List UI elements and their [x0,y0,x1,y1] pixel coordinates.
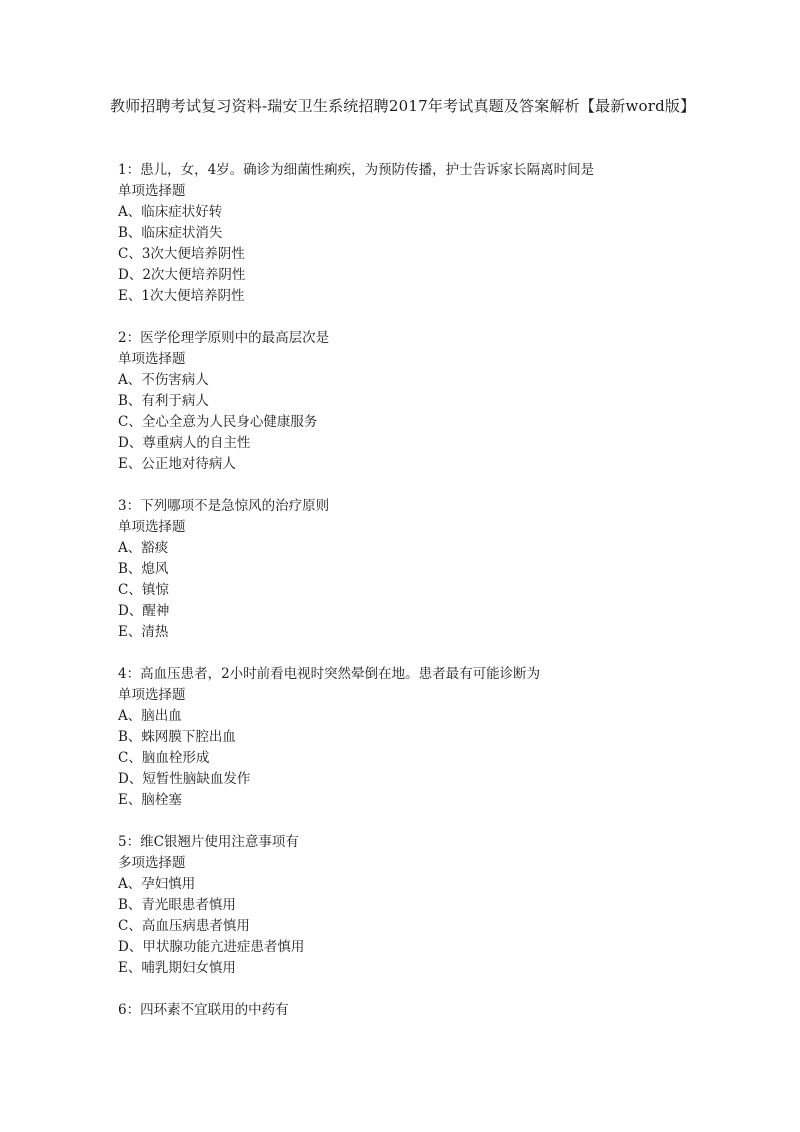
option-text: 孕妇慎用 [141,876,196,892]
answer-option [118,622,718,643]
answer-option [118,223,718,244]
question-stem [118,832,718,853]
option-text: 临床症状消失 [141,225,223,241]
option-letter: B 、 [118,727,141,748]
answer-option [118,727,718,748]
question-block [118,832,718,979]
option-text: 高血压病患者慎用 [141,918,250,934]
answer-option [118,202,718,223]
question-block [118,160,718,307]
question-text: 医学伦理学原则中的最高层次是 [140,330,330,346]
option-text: 脑血栓形成 [141,750,210,766]
option-text: 熄风 [141,561,169,577]
option-text: 镇惊 [141,582,169,598]
option-letter: A 、 [118,202,141,223]
answer-option [118,286,718,307]
answer-option [118,769,718,790]
option-letter: A 、 [118,538,141,559]
answer-option [118,916,718,937]
answer-option [118,433,718,454]
question-stem [118,160,718,181]
option-letter: C 、 [118,244,142,265]
question-text: 高血压患者，2小时前看电视时突然晕倒在地。患者最有可能诊断为 [140,666,541,682]
document-title: 教师招聘考试复习资料-瑞安卫生系统招聘2017年考试真题及答案解析【最新word版】 [110,97,696,115]
question-stem [118,496,718,517]
answer-option [118,895,718,916]
question-stem [118,1000,718,1021]
question-type: 多项选择题 [118,855,186,871]
option-text: 1次大便培养阴性 [141,288,245,304]
option-letter: B 、 [118,895,141,916]
question-number: 5 ： [118,832,140,853]
option-letter: D 、 [118,433,142,454]
option-text: 清热 [141,624,169,640]
option-text: 2次大便培养阴性 [142,267,246,283]
answer-option [118,580,718,601]
question-type: 单项选择题 [118,183,186,199]
question-number: 4 ： [118,664,140,685]
option-text: 短暂性脑缺血发作 [142,771,251,787]
option-letter: E 、 [118,622,141,643]
answer-option [118,412,718,433]
option-letter: E 、 [118,454,141,475]
question-block [118,496,718,643]
option-text: 甲状腺功能亢进症患者慎用 [142,939,305,955]
answer-option [118,937,718,958]
question-list [118,160,718,1042]
option-text: 脑出血 [141,708,182,724]
option-letter: A 、 [118,706,141,727]
option-text: 青光眼患者慎用 [141,897,236,913]
option-letter: B 、 [118,223,141,244]
answer-option [118,748,718,769]
option-letter: D 、 [118,937,142,958]
option-text: 脑栓塞 [141,792,182,808]
option-letter: D 、 [118,265,142,286]
answer-option [118,790,718,811]
question-stem [118,664,718,685]
option-letter: B 、 [118,559,141,580]
question-block [118,1000,718,1021]
option-letter: D 、 [118,769,142,790]
answer-option [118,538,718,559]
answer-option [118,706,718,727]
option-text: 豁痰 [141,540,169,556]
answer-option [118,265,718,286]
option-letter: C 、 [118,580,142,601]
option-text: 醒神 [142,603,170,619]
option-text: 不伤害病人 [141,372,209,388]
option-letter: E 、 [118,286,141,307]
option-letter: E 、 [118,790,141,811]
answer-option [118,559,718,580]
answer-option [118,370,718,391]
option-text: 全心全意为人民身心健康服务 [141,414,318,430]
answer-option [118,958,718,979]
answer-option [118,244,718,265]
question-block [118,664,718,811]
question-stem [118,328,718,349]
option-letter: A 、 [118,874,141,895]
option-text: 有利于病人 [141,393,209,409]
option-text: 临床症状好转 [141,204,223,220]
question-number: 3 ： [118,496,140,517]
question-text: 下列哪项不是急惊风的治疗原则 [140,498,330,514]
option-letter: A 、 [118,370,141,391]
answer-option [118,391,718,412]
question-number: 2 ： [118,328,140,349]
option-letter: D 、 [118,601,142,622]
option-letter: E 、 [118,958,141,979]
option-text: 蛛网膜下腔出血 [141,729,236,745]
question-type: 单项选择题 [118,687,186,703]
option-text: 哺乳期妇女慎用 [141,960,236,976]
answer-option [118,601,718,622]
option-letter: C 、 [118,412,142,433]
question-number: 1 ： [118,160,140,181]
answer-option [118,454,718,475]
answer-option [118,874,718,895]
question-text: 患儿，女，4岁。确诊为细菌性痢疾，为预防传播，护士告诉家长隔离时间是 [140,162,595,178]
option-text: 公正地对待病人 [141,456,236,472]
option-text: 3次大便培养阴性 [141,246,245,262]
option-letter: C 、 [118,748,142,769]
question-block [118,328,718,475]
option-text: 尊重病人的自主性 [142,435,251,451]
question-text: 四环素不宜联用的中药有 [140,1002,289,1018]
option-letter: B 、 [118,391,141,412]
question-number: 6 ： [118,1000,140,1021]
question-type: 单项选择题 [118,351,186,367]
option-letter: C 、 [118,916,142,937]
question-text: 维C银翘片使用注意事项有 [140,834,299,850]
question-type: 单项选择题 [118,519,186,535]
